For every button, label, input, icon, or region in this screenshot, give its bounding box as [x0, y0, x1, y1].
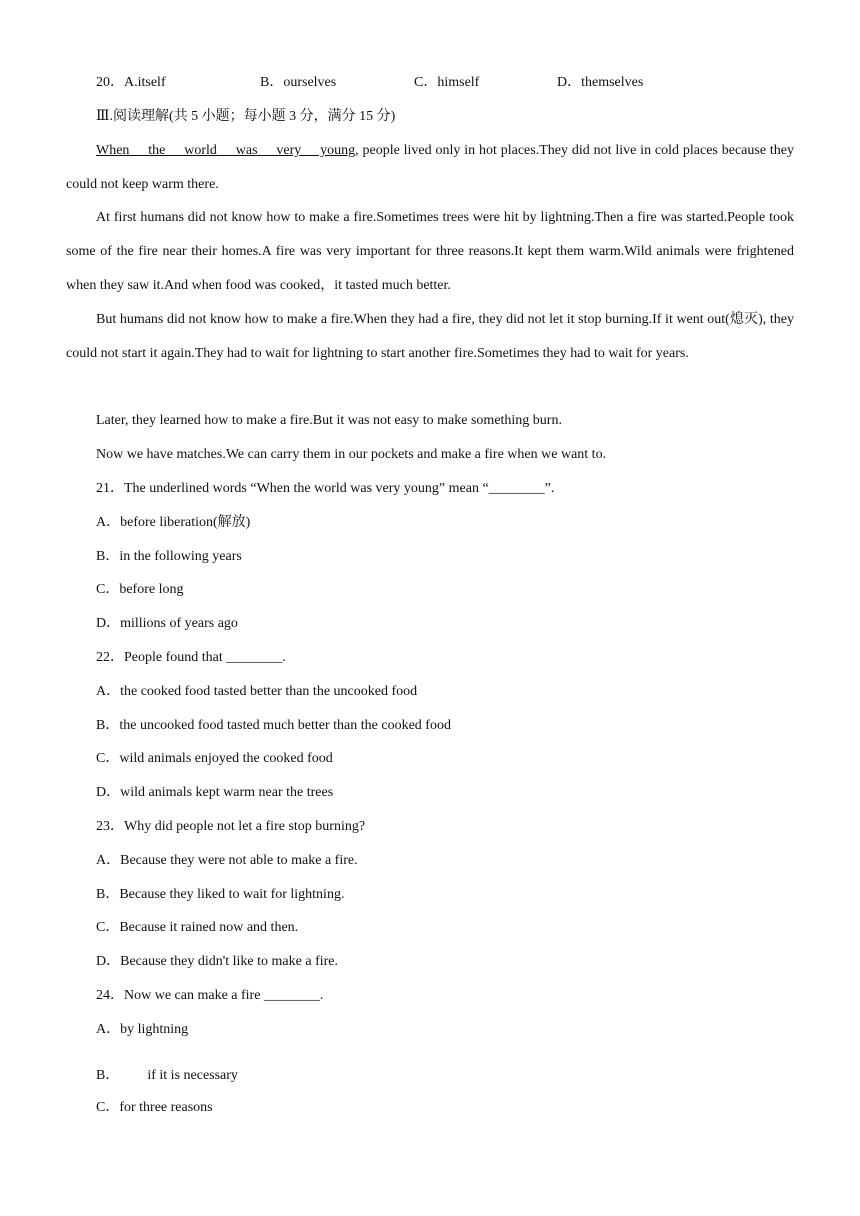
question-20-a	[96, 73, 166, 93]
question-24-option-b-letter: B．	[96, 1068, 120, 1083]
question-22-option-c: C．wild animals enjoyed the cooked food	[96, 751, 333, 766]
question-23-option-c: C．Because it rained now and then.	[96, 920, 299, 935]
question-20-c: C．himself	[414, 75, 480, 90]
question-23-option-a: A．Because they were not able to make a fire.	[96, 853, 358, 868]
underlined-phrase: When the world was very young,	[96, 143, 359, 158]
passage-paragraph-1	[66, 134, 794, 202]
question-22-option-a: A．the cooked food tasted better than the uncooked food	[96, 684, 418, 699]
section-heading: Ⅲ.阅读理解(共 5 小题；每小题 3 分，满分 15 分)	[96, 109, 396, 124]
question-20-options	[96, 73, 796, 93]
question-21-option-b: B．in the following years	[96, 549, 242, 564]
question-24-option-b-text: if it is necessary	[147, 1068, 238, 1083]
question-20-d: D．themselves	[557, 75, 644, 90]
question-24-stem: 24．Now we can make a fire ________.	[96, 988, 324, 1003]
question-24-option-c: C．for three reasons	[96, 1100, 213, 1115]
question-20-number: 20．	[96, 75, 124, 90]
question-20-b: B．ourselves	[260, 75, 337, 90]
passage-paragraph-3: But humans did not know how to make a fire.When they had a fire, they did not let it stop burning.If it went out(熄灭), they could not start it again.They had to wait for lightning to start another fire.Sometimes they had to wait for years.	[66, 312, 794, 361]
passage-paragraph-5: Now we have matches.We can carry them in our pockets and make a fire when we want to.	[96, 447, 607, 462]
question-22-option-d: D．wild animals kept warm near the trees	[96, 785, 334, 800]
question-22-stem: 22．People found that ________.	[96, 650, 286, 665]
question-21-option-c: C．before long	[96, 582, 184, 597]
question-21-option-d: D．millions of years ago	[96, 616, 238, 631]
question-23-option-d: D．Because they didn't like to make a fire.	[96, 954, 338, 969]
question-21-option-a: A．before liberation(解放)	[96, 515, 251, 530]
passage-paragraph-2: At first humans did not know how to make a fire.Sometimes trees were hit by lightning.Then a fire was started.People took some of the fire near their homes.A fire was very important for three reasons.It kept them warm.Wild animals were frightened when they saw it.And when food was cooked，it tasted much better.	[66, 210, 794, 293]
question-24-option-b	[96, 1066, 238, 1086]
passage-paragraph-4: Later, they learned how to make a fire.But it was not easy to make something burn.	[96, 413, 562, 428]
question-24-option-a: A．by lightning	[96, 1022, 189, 1037]
question-22-option-b: B．the uncooked food tasted much better than the cooked food	[96, 718, 451, 733]
question-23-stem: 23．Why did people not let a fire stop burning?	[96, 819, 366, 834]
question-23-option-b: B．Because they liked to wait for lightning.	[96, 887, 345, 902]
passage-paragraph-1-rest: people lived only in hot places.They did not live in cold places because they could not keep warm there.	[66, 143, 794, 192]
question-21-stem: 21．The underlined words “When the world was very young” mean “________”.	[96, 481, 555, 496]
question-20-a-text: A.itself	[124, 75, 166, 90]
